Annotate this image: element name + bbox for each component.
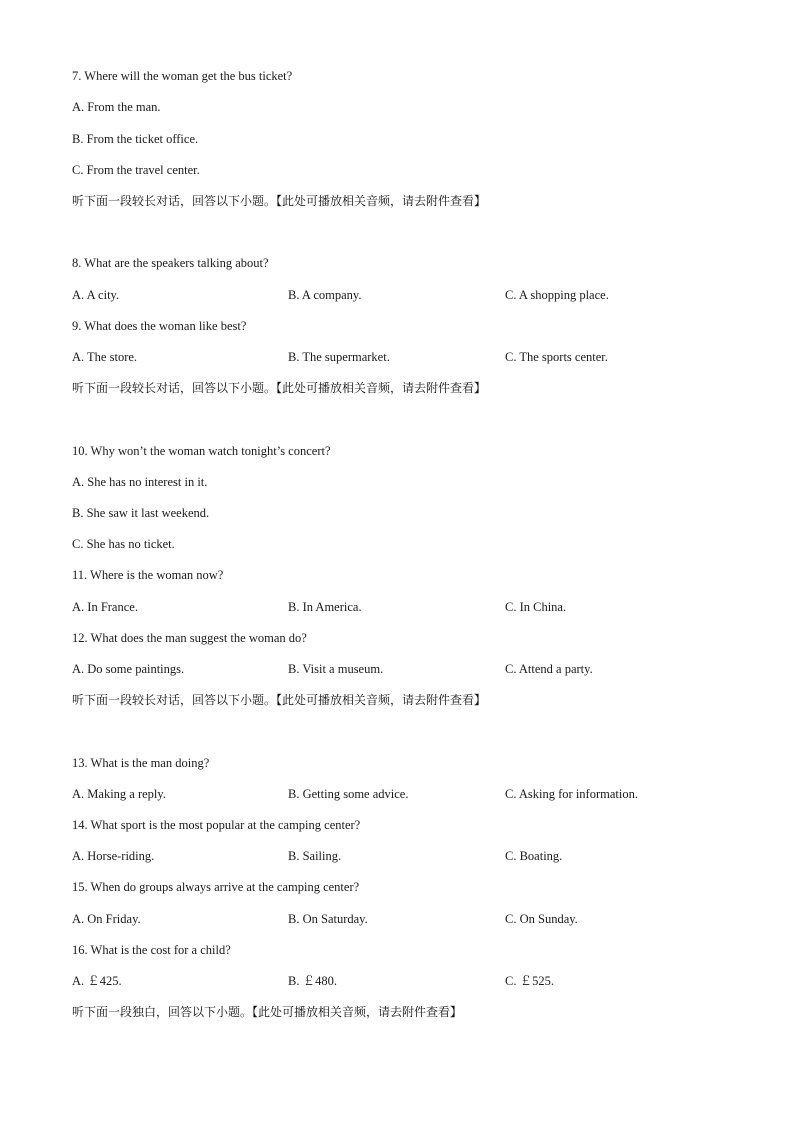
question-8: 8. What are the speakers talking about? <box>72 256 269 270</box>
q16-options-row <box>72 973 722 989</box>
section-instruction-2: 听下面一段较长对话，回答以下小题。【此处可播放相关音频，请去附件查看】 <box>72 381 487 395</box>
q11-option-b: B. In America. <box>288 600 362 614</box>
q12-options-row <box>72 661 722 677</box>
q15-option-b: B. On Saturday. <box>288 912 368 926</box>
q15-option-c: C. On Sunday. <box>505 912 578 926</box>
question-9: 9. What does the woman like best? <box>72 319 247 333</box>
q14-option-b: B. Sailing. <box>288 849 342 863</box>
q11-option-a: A. In France. <box>72 600 138 614</box>
q13-option-a: A. Making a reply. <box>72 787 166 801</box>
q15-option-a: A. On Friday. <box>72 912 141 926</box>
q16-option-b: B. ￡480. <box>288 974 337 988</box>
q13-option-b: B. Getting some advice. <box>288 787 409 801</box>
q14-option-a: A. Horse-riding. <box>72 849 155 863</box>
q9-options-row <box>72 349 722 365</box>
q7-option-a: A. From the man. <box>72 100 161 114</box>
q12-option-a: A. Do some paintings. <box>72 662 185 676</box>
q8-option-b: B. A company. <box>288 288 362 302</box>
q10-option-a: A. She has no interest in it. <box>72 475 208 489</box>
q7-option-b: B. From the ticket office. <box>72 132 199 146</box>
question-14: 14. What sport is the most popular at the camping center? <box>72 818 361 832</box>
question-13: 13. What is the man doing? <box>72 756 210 770</box>
question-15: 15. When do groups always arrive at the camping center? <box>72 880 360 894</box>
q8-option-a: A. A city. <box>72 288 120 302</box>
q14-options-row <box>72 848 722 864</box>
question-16: 16. What is the cost for a child? <box>72 943 231 957</box>
q8-options-row <box>72 287 722 303</box>
q13-options-row <box>72 786 722 802</box>
q9-option-c: C. The sports center. <box>505 350 608 364</box>
section-instruction-1: 听下面一段较长对话，回答以下小题。【此处可播放相关音频，请去附件查看】 <box>72 194 487 208</box>
q11-option-c: C. In China. <box>505 600 567 614</box>
question-7: 7. Where will the woman get the bus ticket? <box>72 69 293 83</box>
q9-option-a: A. The store. <box>72 350 138 364</box>
q16-option-a: A. ￡425. <box>72 974 122 988</box>
q11-options-row <box>72 599 722 615</box>
q12-option-b: B. Visit a museum. <box>288 662 384 676</box>
q9-option-b: B. The supermarket. <box>288 350 390 364</box>
q7-option-c: C. From the travel center. <box>72 163 200 177</box>
q10-option-c: C. She has no ticket. <box>72 537 175 551</box>
q12-option-c: C. Attend a party. <box>505 662 593 676</box>
section-instruction-4: 听下面一段独白，回答以下小题。【此处可播放相关音频，请去附件查看】 <box>72 1005 463 1019</box>
q16-option-c: C. ￡525. <box>505 974 554 988</box>
section-instruction-3: 听下面一段较长对话，回答以下小题。【此处可播放相关音频，请去附件查看】 <box>72 693 487 707</box>
question-11: 11. Where is the woman now? <box>72 568 224 582</box>
q13-option-c: C. Asking for information. <box>505 787 638 801</box>
question-12: 12. What does the man suggest the woman do? <box>72 631 307 645</box>
question-10: 10. Why won’t the woman watch tonight’s concert? <box>72 444 331 458</box>
q8-option-c: C. A shopping place. <box>505 288 609 302</box>
q10-option-b: B. She saw it last weekend. <box>72 506 210 520</box>
q15-options-row <box>72 911 722 927</box>
q14-option-c: C. Boating. <box>505 849 563 863</box>
